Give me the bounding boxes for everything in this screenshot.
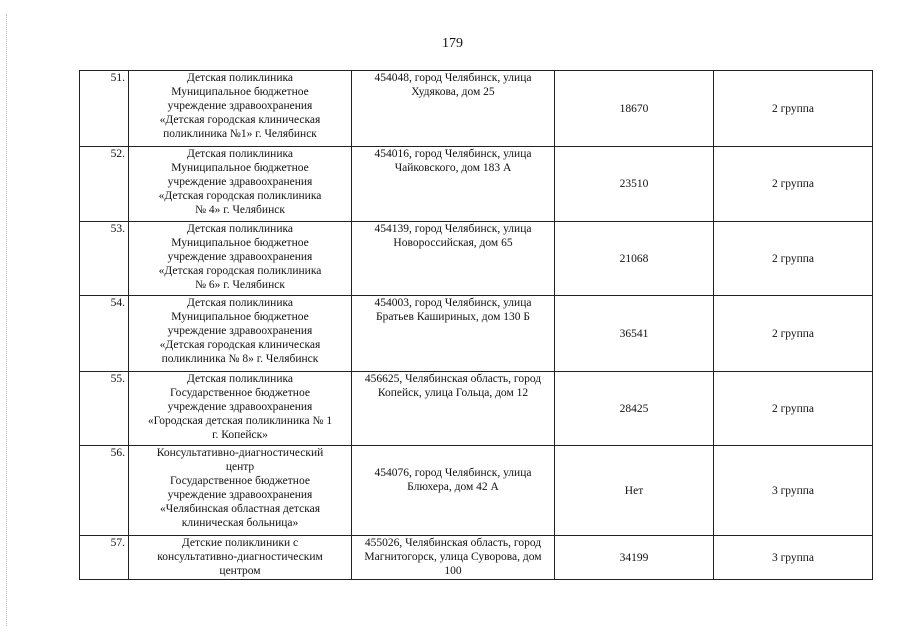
name-line: Детская поликлиника bbox=[187, 373, 293, 385]
name-line: учреждение здравоохранения bbox=[167, 489, 313, 501]
name-line: Муниципальное бюджетное bbox=[171, 237, 309, 249]
name-line: учреждение здравоохранения bbox=[167, 251, 313, 263]
table-row bbox=[80, 446, 873, 536]
name-line: Муниципальное бюджетное bbox=[171, 162, 309, 174]
name-line: учреждение здравоохранения bbox=[167, 401, 313, 413]
group-value: 2 группа bbox=[714, 372, 873, 446]
table-row bbox=[80, 71, 873, 147]
institution-address: 454076, город Челябинск, улица Блюхера, дом 42 А bbox=[352, 446, 555, 536]
table-row bbox=[80, 536, 873, 580]
quantity-value: Нет bbox=[555, 446, 714, 536]
table-row bbox=[80, 222, 873, 296]
row-number: 51. bbox=[80, 71, 129, 147]
name-line: «Детская городская поликлиника bbox=[158, 265, 322, 277]
name-line: центр bbox=[225, 461, 255, 473]
hospital-table bbox=[79, 70, 873, 580]
page-number: 179 bbox=[442, 36, 463, 51]
name-line: поликлиника №1» г. Челябинск bbox=[163, 128, 317, 140]
name-line: Детские поликлиники с bbox=[181, 537, 299, 549]
name-line: «Детская городская клиническая bbox=[159, 114, 321, 126]
quantity-value: 36541 bbox=[555, 296, 714, 372]
institution-address: 454048, город Челябинск, улица Худякова, дом 25 bbox=[352, 71, 555, 147]
table-row bbox=[80, 147, 873, 222]
group-value: 2 группа bbox=[714, 222, 873, 296]
name-line: Детская поликлиника bbox=[187, 223, 293, 235]
name-line: центром bbox=[219, 565, 261, 577]
quantity-value: 34199 bbox=[555, 536, 714, 580]
quantity-value: 28425 bbox=[555, 372, 714, 446]
institution-address: 454139, город Челябинск, улица Новороссийская, дом 65 bbox=[352, 222, 555, 296]
name-line: Детская поликлиника bbox=[187, 297, 293, 309]
institution-name bbox=[129, 372, 352, 446]
name-line: Государственное бюджетное bbox=[170, 475, 310, 487]
table-row bbox=[80, 372, 873, 446]
name-line: «Детская городская поликлиника bbox=[158, 190, 322, 202]
name-line: Государственное бюджетное bbox=[170, 387, 310, 399]
institution-name bbox=[129, 147, 352, 222]
institution-name bbox=[129, 296, 352, 372]
name-line: № 6» г. Челябинск bbox=[195, 279, 285, 291]
institution-name bbox=[129, 71, 352, 147]
institution-address: 454016, город Челябинск, улица Чайковского, дом 183 А bbox=[352, 147, 555, 222]
row-number: 57. bbox=[80, 536, 129, 580]
name-line: учреждение здравоохранения bbox=[167, 100, 313, 112]
institution-name bbox=[129, 446, 352, 536]
institution-address: 456625, Челябинская область, город Копейск, улица Гольца, дом 12 bbox=[352, 372, 555, 446]
name-line: клиническая больница» bbox=[181, 517, 299, 529]
quantity-value: 18670 bbox=[555, 71, 714, 147]
group-value: 2 группа bbox=[714, 71, 873, 147]
row-number: 52. bbox=[80, 147, 129, 222]
group-value: 2 группа bbox=[714, 147, 873, 222]
name-line: учреждение здравоохранения bbox=[167, 176, 313, 188]
name-line: № 4» г. Челябинск bbox=[195, 204, 285, 216]
name-line: Муниципальное бюджетное bbox=[171, 86, 309, 98]
institution-address: 454003, город Челябинск, улица Братьев Кашириных, дом 130 Б bbox=[352, 296, 555, 372]
name-line: г. Копейск» bbox=[212, 429, 268, 441]
row-number: 55. bbox=[80, 372, 129, 446]
name-line: Детская поликлиника bbox=[187, 72, 293, 84]
group-value: 3 группа bbox=[714, 536, 873, 580]
institution-address: 455026, Челябинская область, город Магнитогорск, улица Суворова, дом 100 bbox=[352, 536, 555, 580]
row-number: 53. bbox=[80, 222, 129, 296]
group-value: 2 группа bbox=[714, 296, 873, 372]
name-line: Муниципальное бюджетное bbox=[171, 311, 309, 323]
name-line: учреждение здравоохранения bbox=[167, 325, 313, 337]
page-margin-line bbox=[6, 14, 7, 626]
quantity-value: 21068 bbox=[555, 222, 714, 296]
name-line: «Детская городская клиническая bbox=[159, 339, 321, 351]
name-line: Детская поликлиника bbox=[187, 148, 293, 160]
name-line: «Городская детская поликлиника № 1 bbox=[147, 415, 333, 427]
quantity-value: 23510 bbox=[555, 147, 714, 222]
table-row bbox=[80, 296, 873, 372]
row-number: 56. bbox=[80, 446, 129, 536]
name-line: «Челябинская областная детская bbox=[159, 503, 321, 515]
name-line: консультативно-диагностическим bbox=[157, 551, 323, 563]
name-line: поликлиника № 8» г. Челябинск bbox=[161, 353, 319, 365]
institution-name bbox=[129, 536, 352, 580]
group-value: 3 группа bbox=[714, 446, 873, 536]
row-number: 54. bbox=[80, 296, 129, 372]
institution-name bbox=[129, 222, 352, 296]
name-line: Консультативно-диагностический bbox=[156, 447, 324, 459]
